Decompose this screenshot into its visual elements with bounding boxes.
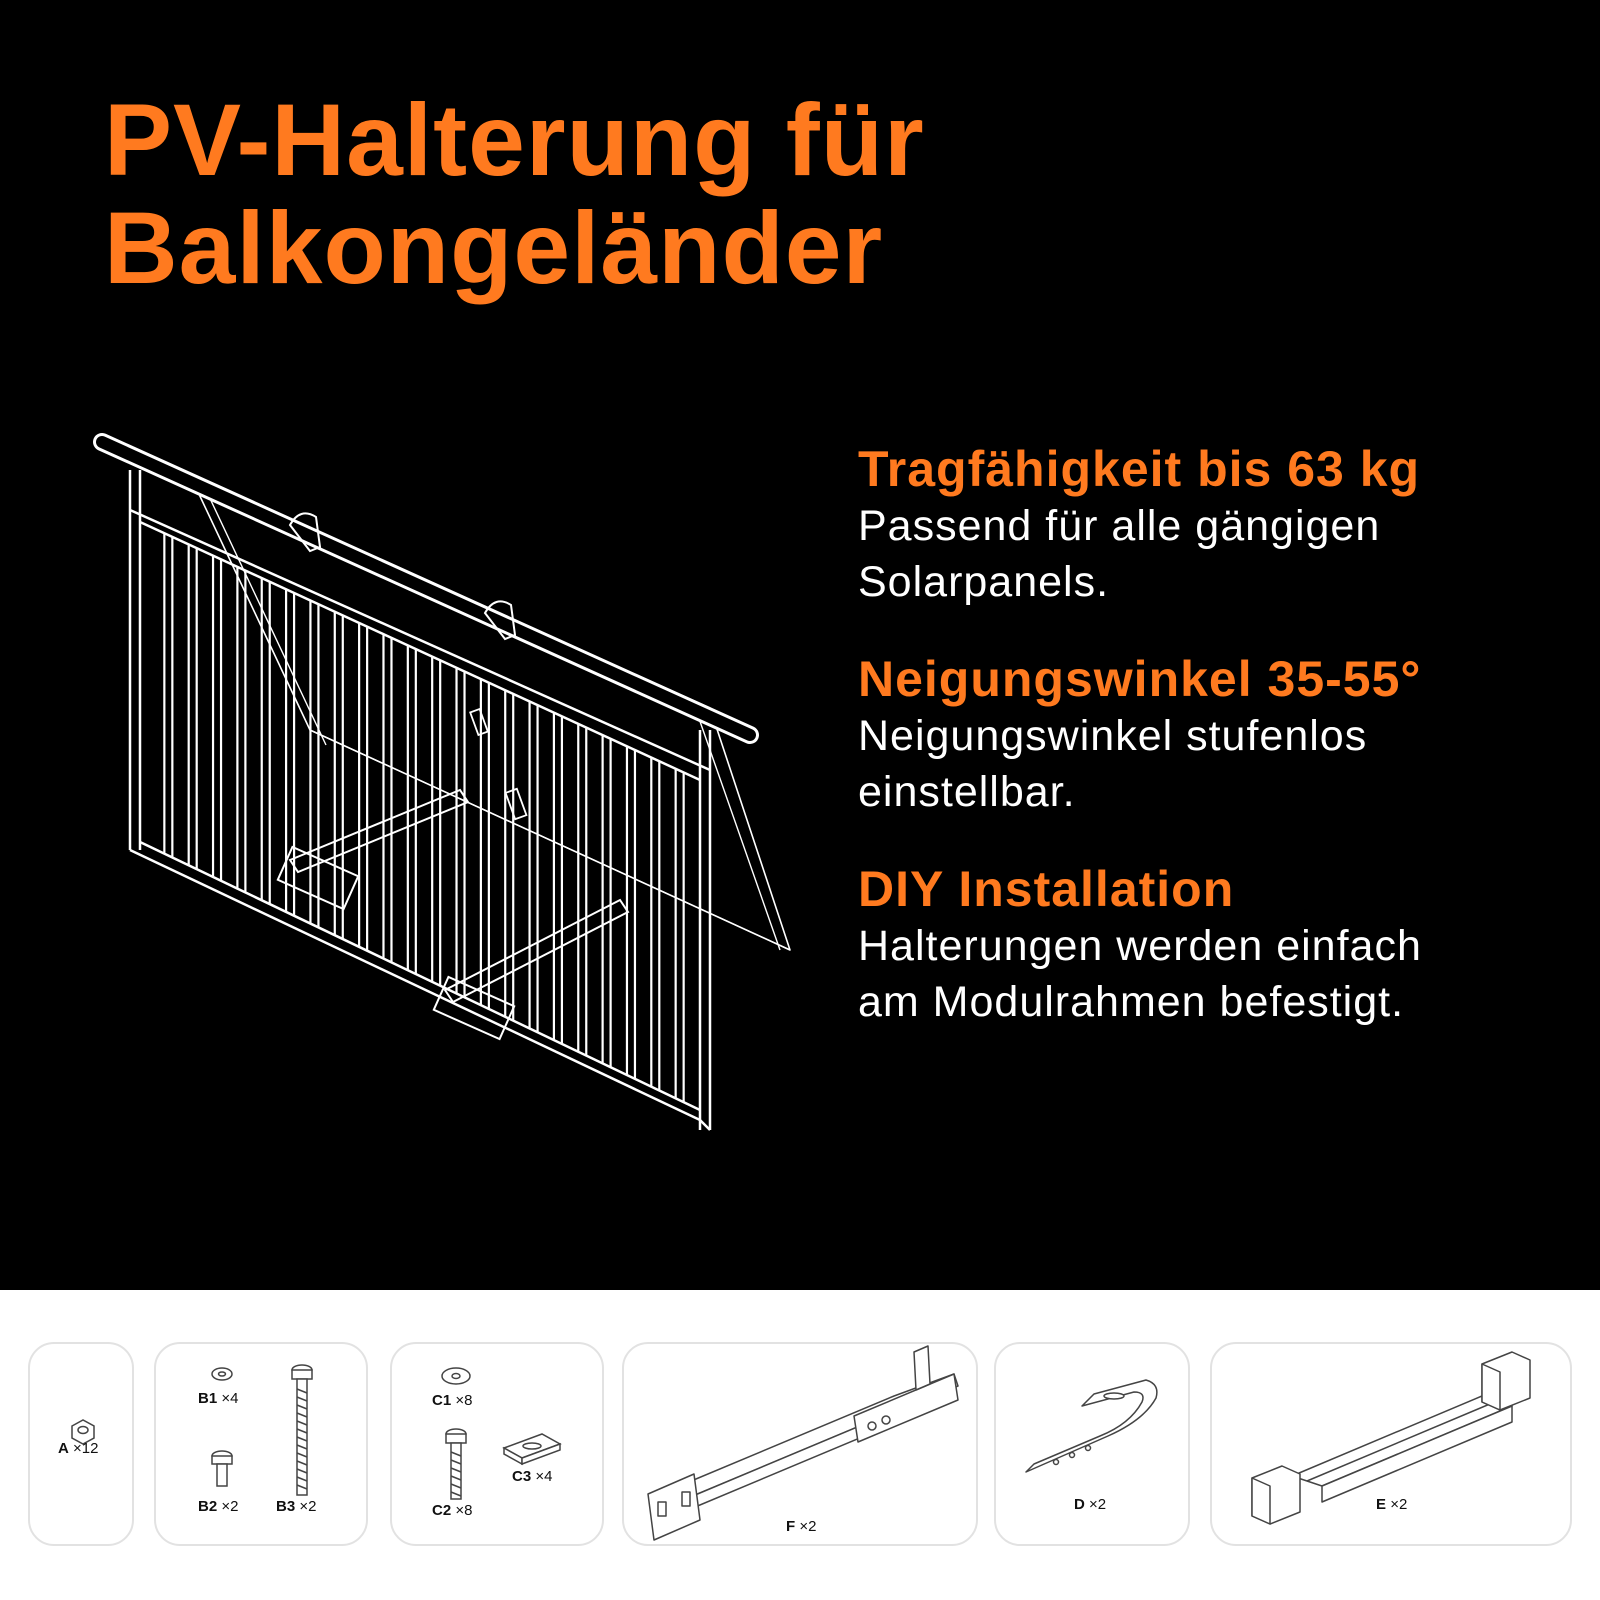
page-title-line-1: PV-Halterung für [104,83,925,197]
part-label-a: A ×12 [58,1440,99,1457]
part-label-b2: B2 ×2 [198,1498,239,1515]
part-card-b [154,1342,368,1546]
washer-icon [212,1368,232,1380]
short-bolt-icon [212,1451,232,1486]
feature-heading: Neigungswinkel 35-55° [858,651,1422,707]
mounting-rail-icon [1212,1344,1574,1548]
part-label-c3: C3 ×4 [512,1468,553,1485]
rail-hook-icon [996,1344,1192,1548]
feature-list [858,440,1588,1070]
part-label-c1: C1 ×8 [432,1392,473,1409]
feature-heading: Tragfähigkeit bis 63 kg [858,441,1421,497]
feature-diy-installation [858,860,1588,1030]
feature-text: Solarpanels. [858,558,1110,606]
part-label-b3: B3 ×2 [276,1498,317,1515]
long-bolt-icon [292,1365,312,1495]
parts-list [0,1290,1600,1600]
bolt-icon [446,1429,466,1499]
feature-text: Neigungswinkel stufenlos [858,712,1368,760]
part-card-c [390,1342,604,1546]
feature-text: einstellbar. [858,768,1076,816]
part-label-b1: B1 ×4 [198,1390,239,1407]
part-label-e: E ×2 [1376,1496,1408,1513]
feature-text: Passend für alle gängigen [858,502,1381,550]
feature-text: Halterungen werden einfach [858,922,1422,970]
part-card-d [994,1342,1190,1546]
slotted-plate-icon [504,1434,560,1464]
part-card-a [28,1342,134,1546]
part-card-f [622,1342,978,1546]
feature-load-capacity [858,440,1588,610]
part-label-d: D ×2 [1074,1496,1107,1513]
part-card-e [1210,1342,1572,1546]
large-washer-icon [442,1368,470,1384]
page-title-line-2: Balkongeländer [104,191,884,305]
part-label-f: F ×2 [786,1518,817,1535]
part-label-c2: C2 ×8 [432,1502,473,1519]
page-title [104,83,925,305]
balcony-railing-illustration [90,430,810,1160]
feature-heading: DIY Installation [858,861,1235,917]
feature-text: am Modulrahmen befestigt. [858,978,1405,1026]
feature-tilt-angle [858,650,1588,820]
